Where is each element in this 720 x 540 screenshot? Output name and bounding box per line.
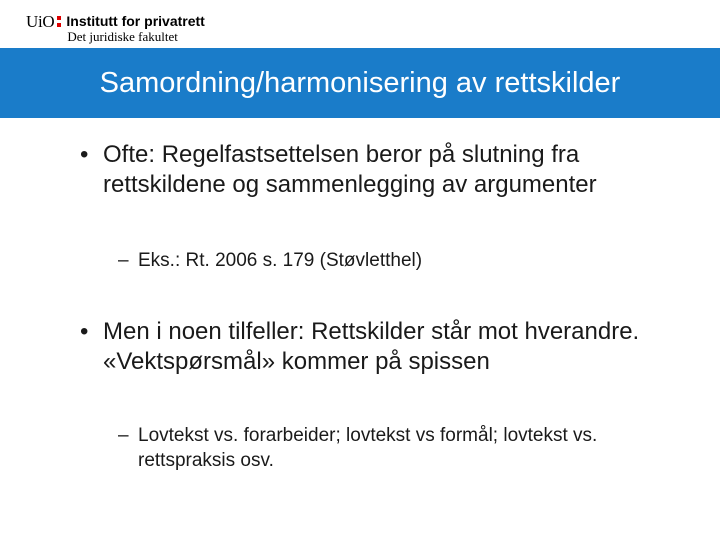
sub-bullet-text: Lovtekst vs. forarbeider; lovtekst vs formål; lovtekst vs. rettspraksis osv. (138, 425, 598, 471)
header (0, 0, 720, 48)
bullet-marker: • (80, 318, 89, 345)
bullet-item-2 (80, 317, 680, 377)
bullet-text: Men i noen tilfeller: Rettskilder står mot hverandre. «Vektspørsmål» kommer på spissen (103, 318, 640, 375)
title-bar (0, 48, 720, 118)
sub-bullet-text: Eks.: Rt. 2006 s. 179 (Støvletthel) (138, 250, 423, 271)
institute-name: Institutt for privatrett (66, 13, 205, 29)
bullet-text: Ofte: Regelfastsettelsen beror på slutning fra rettskildene og sammenlegging av argumenter (103, 141, 597, 198)
logo-mark: UiO (26, 12, 55, 31)
logo-text (66, 13, 204, 44)
logo-colon-icon (57, 16, 61, 27)
sub-bullet-marker: – (118, 250, 129, 271)
bullet-item-1 (80, 140, 680, 200)
faculty-name: Det juridiske fakultet (67, 29, 178, 44)
sub-bullet-marker: – (118, 425, 129, 446)
bullet-marker: • (80, 141, 89, 168)
sub-bullet-item-1 (118, 248, 658, 273)
uio-logo (26, 13, 205, 44)
sub-bullet-item-2 (118, 423, 658, 473)
slide-title: Samordning/harmonisering av rettskilder (99, 67, 621, 99)
